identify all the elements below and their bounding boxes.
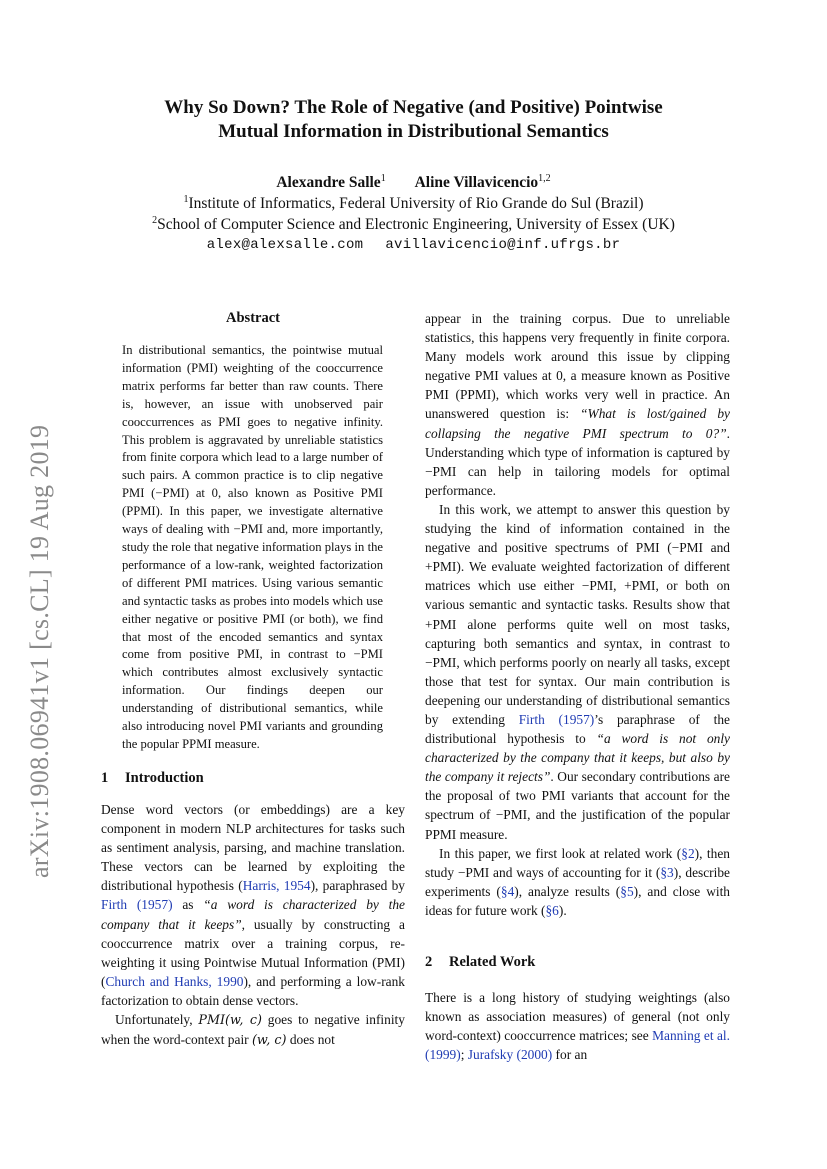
title-line-1: Why So Down? The Role of Negative (and Positive) Pointwise — [164, 97, 663, 118]
citation-manning[interactable]: Manning et al. (1999) — [425, 1028, 730, 1063]
ref-section-6[interactable]: §6 — [545, 902, 559, 918]
author-emails — [100, 235, 727, 256]
author-2-sup: 1,2 — [538, 172, 551, 184]
ref-section-4[interactable]: §4 — [500, 883, 515, 899]
citation-harris[interactable]: Harris, 1954 — [242, 878, 311, 894]
related-work-text — [425, 988, 730, 1064]
section-heading-related-work: 2 Related Work — [425, 954, 536, 970]
affiliation-2: $^2$School of Computer Science and Electronic Engineering, University of Essex (UK) — [152, 214, 675, 233]
related-paragraph-1: There is a long history of studying weightings (also known as association measures) of general (not only word-context) cooccurrence matrices; see Manning et al. (1999); Jurafsky (2000) for an — [425, 990, 730, 1063]
right-paragraph-3: In this paper, we first look at related work (§2), then study −PMI and ways of accounting for it (§3), describe experiments (§4), analyze results (§5), and close with ideas for future work (§6). — [425, 845, 731, 918]
abstract-text: In distributional semantics, the pointwise mutual information (PMI) weighting of the cooccurrence matrix performs far better than raw counts. There is, however, an issue with unobserved pair cooccurrences as PMI goes to negative infinity. This problem is aggravated by unreliable statistics from finite corpora which lead to a large number of such pairs. A common practice is to clip negative PMI (−PMI) at 0, also known as Positive PMI (PPMI). In this paper, we investigate alternative ways of dealing with −PMI and, more importantly, study the role that negative information plays in the performance of a low-rank, weighted factorization of different PMI matrices. Using various semantic and syntactic tasks as probes into models which use either negative or positive PMI (or both), we find that most of the encoded semantics and syntax come from positive PMI, in contrast to −PMI which contributes almost exclusively syntactic information. Our findings deepen our understanding of distributional semantics, while also introducing novel PMI variants and grounding the popular PPMI measure. — [122, 343, 383, 751]
email-1: alex@alexsalle.com — [206, 237, 364, 253]
arxiv-stamp: arXiv:1908.06941v1 [cs.CL] 19 Aug 2019 — [25, 424, 54, 878]
abstract-heading: Abstract — [226, 310, 280, 326]
intro-paragraph-2: Unfortunately, PMI(w, c) goes to negative infinity when the word-context pair (w, c) does not — [101, 1012, 405, 1049]
citation-firth[interactable]: Firth (1957) — [101, 897, 173, 913]
intro-paragraph-1: Dense word vectors (or embeddings) are a key component in modern NLP architectures for tasks such as sentiment analysis, parsing, and machine translation. These vectors can be learned by exploiting the distributional hypothesis (Harris, 1954), paraphrased by Firth (1957) as “a word is characterized by the company that it keeps”, usually by constructing a cooccurrence matrix over a training corpus, re-weighting it using Pointwise Mutual Information (PMI) (Church and Hanks, 1990), and performing a low-rank factorization to obtain dense vectors. — [101, 802, 405, 1008]
right-paragraph-1: appear in the training corpus. Due to unreliable statistics, this happens very frequently in finite corpora. Many models work around this issue by clipping negative PMI values at 0, a measure known as Positive PMI (PPMI), which works very well in practice. An unanswered question is: “What is lost/gained by collapsing the negative PMI spectrum to 0?”. Understanding which type of information is captured by −PMI can help in tailoring models for optimal performance. — [425, 311, 730, 498]
author-1-sup: 1 — [380, 172, 386, 184]
author-block — [100, 172, 727, 256]
citation-jurafsky[interactable]: Jurafsky (2000) — [467, 1047, 553, 1063]
right-column-text — [425, 309, 730, 920]
citation-firth-2[interactable]: Firth (1957) — [518, 711, 595, 727]
affiliation-1: $^1$Institute of Informatics, Federal University of Rio Grande do Sul (Brazil) — [183, 193, 644, 212]
author-2: Aline Villavicencio — [414, 174, 539, 191]
introduction-text — [101, 800, 405, 1050]
ref-section-5[interactable]: §5 — [620, 883, 634, 899]
email-2: avillavicencio@inf.ufrgs.br — [385, 237, 621, 253]
paper-title — [100, 96, 727, 144]
author-1: Alexandre Salle — [276, 174, 381, 191]
author-names — [100, 172, 727, 193]
ref-section-3[interactable]: §3 — [660, 864, 674, 880]
right-paragraph-2: In this work, we attempt to answer this question by studying the kind of information contained in the negative and positive spectrums of PMI (−PMI and +PMI). We evaluate weighted factorization of different matrices which use either −PMI, +PMI, or both on various semantic and syntactic tasks. Results show that +PMI alone performs quite well on most tasks, capturing both semantics and syntax, in contrast to −PMI, which performs poorly on nearly all tasks, except those that test for syntax. Our main contribution is deepening our understanding of distributional semantics by extending Firth (1957)’s paraphrase of the distributional hypothesis to “a word is not only characterized by the company that it keeps, but also by the company it rejects”. Our secondary contributions are the proposal of two PMI variants that account for the spectrum of −PMI, and the justification of the popular PPMI measure. — [425, 501, 730, 842]
citation-church-hanks[interactable]: Church and Hanks, 1990 — [105, 973, 244, 989]
section-heading-introduction: 1 Introduction — [101, 770, 204, 786]
title-line-2: Mutual Information in Distributional Semantics — [218, 121, 609, 142]
ref-section-2[interactable]: §2 — [681, 845, 695, 861]
